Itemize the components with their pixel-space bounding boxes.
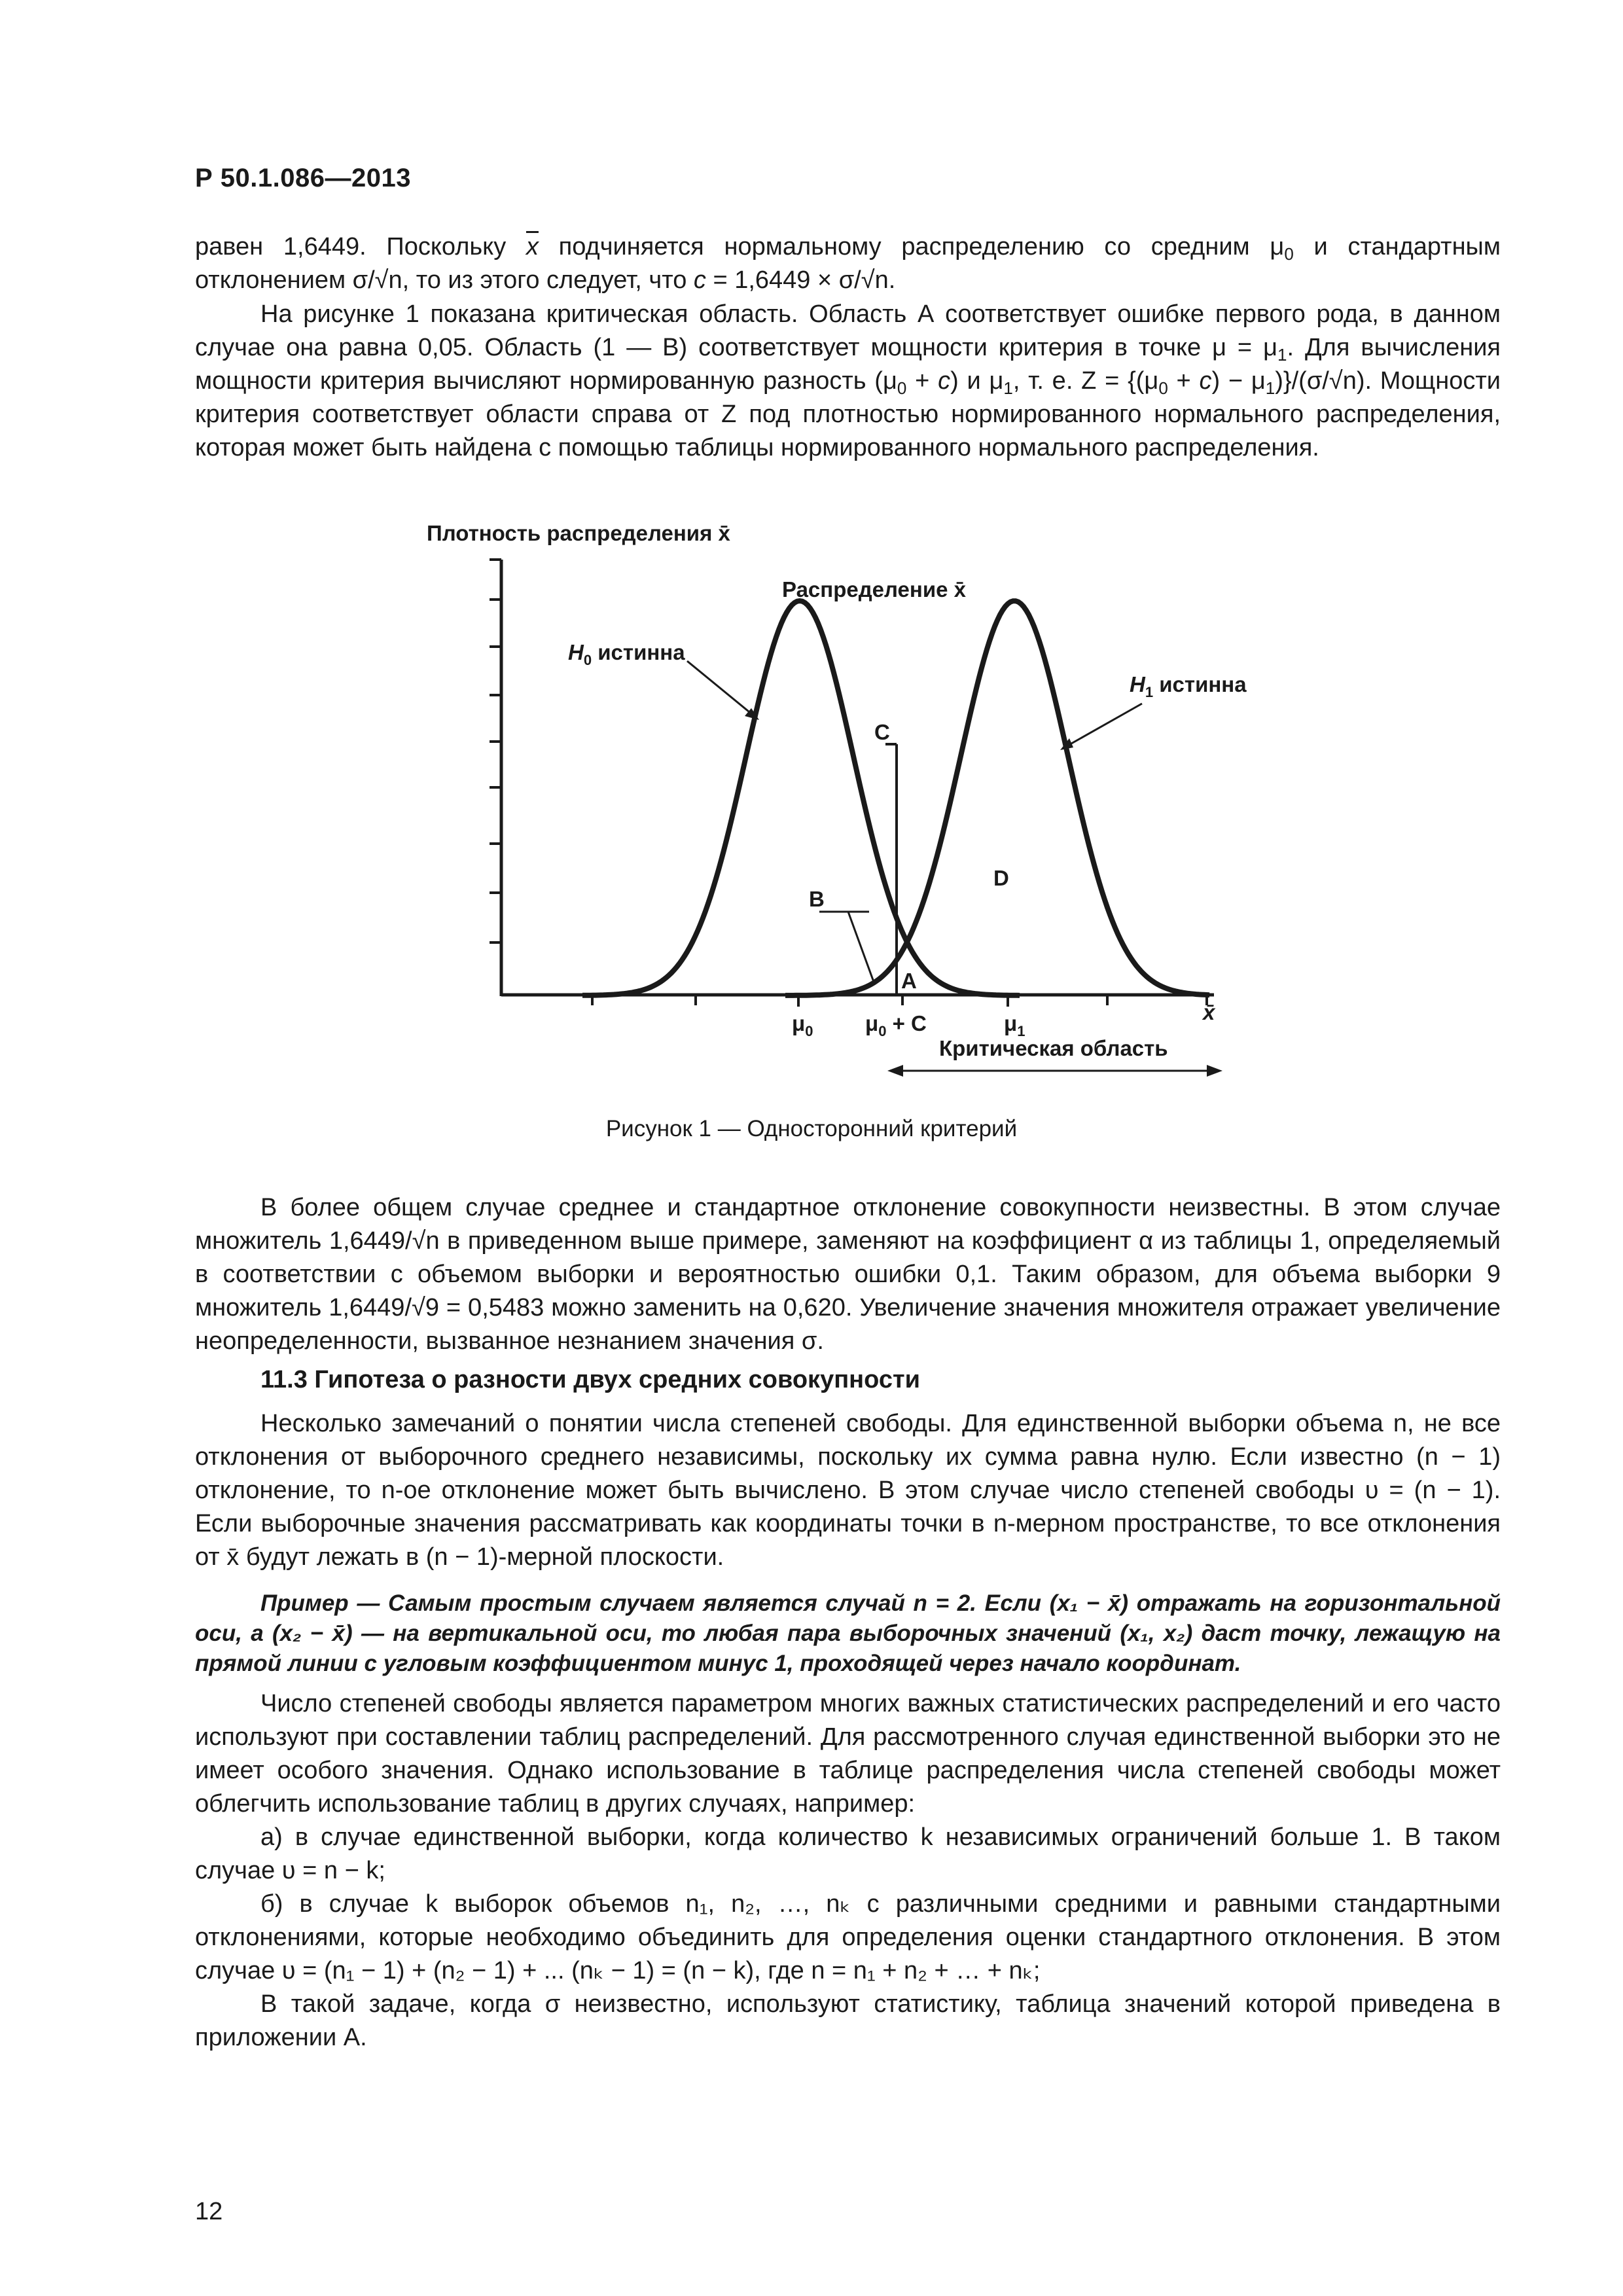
critical-region-label: Критическая область <box>939 1036 1168 1060</box>
critical-region-arrowhead-right <box>1207 1065 1222 1077</box>
h0-label-arrow <box>687 661 753 715</box>
tick-label-mu0-plus-c: $\mu_0 + C$ <box>865 1011 927 1039</box>
intro-text: , т. е. Z = {(μ <box>1012 367 1159 395</box>
intro-text: + <box>906 367 938 395</box>
intro-text: . Для вычисления мощности критерия вычисляют нормированную разность (μ <box>195 334 1501 395</box>
h1-label-arrow <box>1067 704 1142 746</box>
critical-region-arrowhead-left <box>887 1065 903 1077</box>
paragraph-text: В более общем случае среднее и стандартное отклонение совокупности неизвестны. В этом случае множитель 1,6449/√n в приведенном выше примере, заменяют на коэффициент α из таблицы 1, определяемый в соответствии с объемом выборки и вероятностью ошибки 0,1. Таким образом, для объема выборки 9 множитель 1,6449/√9 = 0,5483 можно заменить на 0,620. Увеличение значения множителя отражает увеличение неопределенности, вызванное незнанием значения σ. <box>195 1194 1501 1355</box>
subscript: 1 <box>1265 378 1275 398</box>
subscript: 0 <box>1284 244 1294 264</box>
c-var: c <box>938 367 951 395</box>
h1-density-curve <box>785 601 1209 996</box>
tick-label-mu0: $\mu_0$ <box>792 1011 813 1039</box>
intro-text: σ/√n, то из этого следует, что <box>352 266 694 294</box>
subscript: 0 <box>897 378 907 398</box>
tick-label-mu1: $\mu_1$ <box>1004 1011 1026 1039</box>
intro-text: = 1,6449 × σ/√n. <box>705 266 896 294</box>
x-axis-label: x̄ <box>1203 1000 1215 1024</box>
paragraph-text: В такой задаче, когда σ неизвестно, используют статистику, таблица значений которой приведена в приложении А. <box>195 1990 1501 2051</box>
paragraph-parameter <box>195 1687 1501 2054</box>
xbar-symbol: $\overline{x}$ <box>526 233 539 260</box>
h1-true-label: $H_1$ истинна <box>1130 672 1247 700</box>
intro-text: ) − μ <box>1211 367 1266 395</box>
subscript: 0 <box>1158 378 1168 398</box>
region-c-label: C <box>874 720 890 744</box>
paragraph-text: Несколько замечаний о понятии числа степеней свободы. Для единственной выборки объема n, не все отклонения от выборочного среднего независимы, поскольку их сумма равна нулю. Если известно (n − 1) отклонение, то n-ое отклонение может быть вычислено. В этом случае число степеней свободы υ = (n − 1). Если выборочные значения рассматривать как координаты точки в n-мерном пространстве, то все отклонения от x̄ будут лежать в (n − 1)-мерной плоскости. <box>195 1410 1501 1571</box>
intro-text: На рисунке 1 показана критическая область. Область А соответствует ошибке первого рода, в данном случае она равна 0,05. Область (1 — В) соответствует мощности критерия в точке μ = μ <box>195 300 1501 361</box>
y-axis-title: Плотность распределения x̄ <box>427 521 730 545</box>
intro-text: + <box>1168 367 1200 395</box>
region-b-label: B <box>809 887 825 911</box>
paragraph-degrees-of-freedom <box>195 1407 1501 1574</box>
list-item-a: а) в случае единственной выборки, когда количество k независимых ограничений больше 1. В таком случае υ = n − k; <box>195 1823 1501 1884</box>
paragraph-text: Число степеней свободы является параметром многих важных статистических распределений и его часто используют при составлении таблиц распределений. Для рассмотренного случая единственной выборки это не имеет особого значения. Однако использование в таблице распределения числа степеней свободы может облегчить использование таблиц в других случаях, например: <box>195 1690 1501 1818</box>
subscript: 1 <box>1277 345 1287 365</box>
intro-text: )}/(σ/√n). Мощности критерия соответствует области справа от Z под плотностью нормированного нормального распределения, которая может быть найдена с помощью таблицы нормированного нормального распределения. <box>195 367 1501 461</box>
region-a-label: A <box>901 969 917 993</box>
list-item-b: б) в случае k выборок объемов n₁, n₂, …, nₖ с различными средними и равными стандартными отклонениями, которые необходимо объединить для определения оценки стандартного отклонения. В этом случае υ = (n₁ − 1) + (n₂ − 1) + ... (nₖ − 1) = (n − k), где n = n₁ + n₂ + … + nₖ; <box>195 1890 1501 1984</box>
subscript: 1 <box>1003 378 1013 398</box>
section-title-11-3: 11.3 Гипотеза о разности двух средних совокупности <box>260 1366 920 1393</box>
c-var: c <box>1199 367 1212 395</box>
intro-text: подчиняется нормальному распределению со средним <box>538 233 1270 260</box>
h0-true-label: $H_0$ истинна <box>568 640 685 668</box>
paragraph-general-case <box>195 1191 1501 1358</box>
distribution-title: Распределение x̄ <box>782 577 966 601</box>
intro-text: ) и μ <box>950 367 1004 395</box>
c-var: c <box>693 266 706 294</box>
figure-caption: Рисунок 1 — Односторонний критерий <box>605 1116 1018 1141</box>
intro-text: и стандартным отклонением <box>195 233 1501 294</box>
page-number: 12 <box>195 2198 223 2225</box>
b-label-pointer <box>848 912 874 982</box>
document-id-header: Р 50.1.086—2013 <box>195 164 411 192</box>
x-axis-ticks <box>592 995 1207 1007</box>
intro-text: равен 1,6449. Поскольку <box>195 233 526 260</box>
y-axis-ticks <box>490 560 501 942</box>
mu-symbol: μ <box>1270 233 1285 260</box>
region-d-label: D <box>993 866 1009 890</box>
example-note: Пример — Самым простым случаем является случай n = 2. Если (x₁ − x̄) отражать на горизонтальной оси, а (x₂ − x̄) — на вертикальной оси, то любая пара выборочных значений (x₁, x₂) даст точку, лежащую на прямой линии с угловым коэффициентом минус 1, проходящей через начало координат. <box>195 1590 1501 1676</box>
